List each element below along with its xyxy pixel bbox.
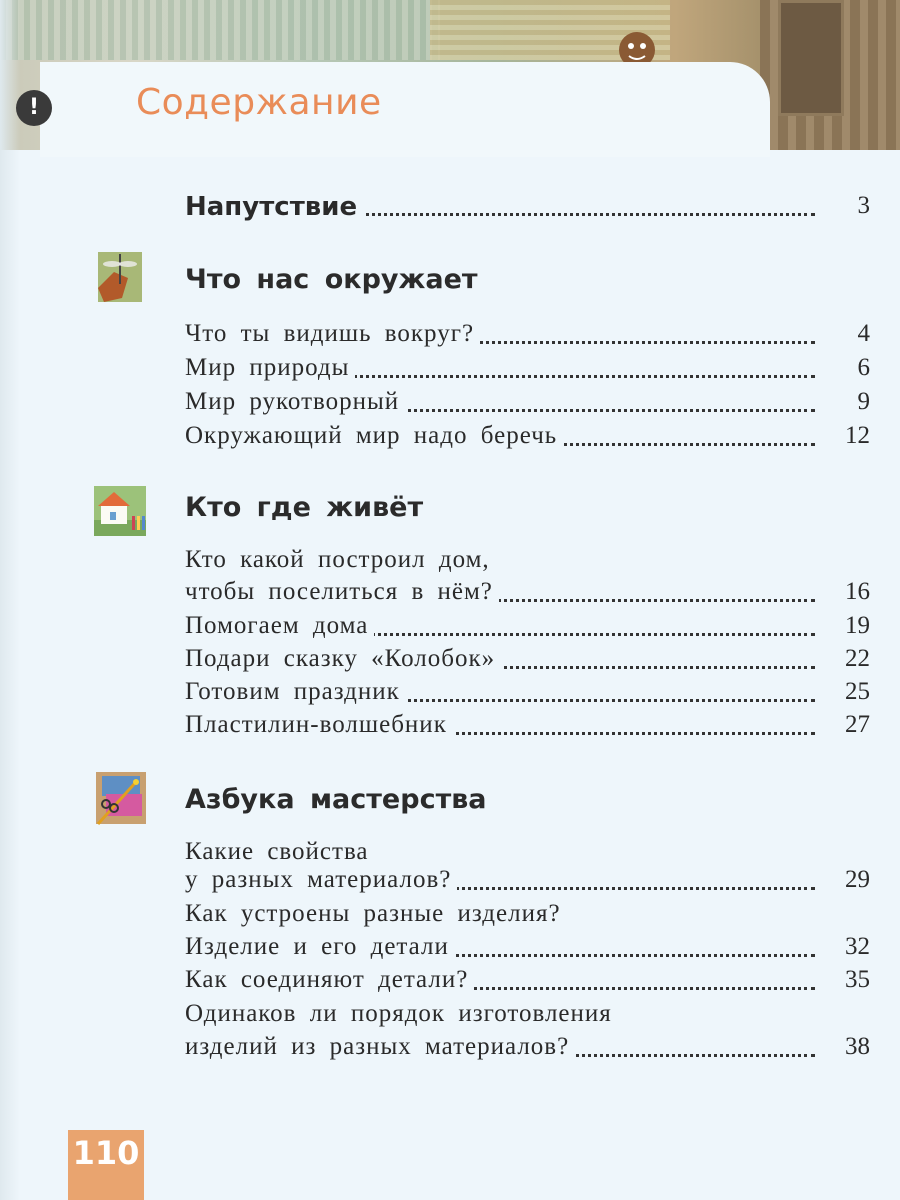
toc-entry[interactable] [185, 933, 870, 967]
toc-entry-label: Что ты видишь вокруг? [185, 320, 480, 348]
section-title: Что нас окружает [185, 264, 478, 295]
toc-entry-page: 32 [845, 933, 870, 960]
toc-entry-label: Как соединяют детали? [185, 966, 474, 994]
toc-entry[interactable] [185, 320, 870, 354]
toc-entry[interactable] [185, 1000, 870, 1034]
toc-entry-label: чтобы поселиться в нём? [185, 578, 499, 606]
toc-entry-page: 25 [845, 678, 870, 705]
toc-entry-label: Готовим праздник [185, 678, 406, 706]
toc-entry-label: Мир природы [185, 354, 355, 382]
toc-entry-page: 27 [845, 711, 870, 738]
toc-entry[interactable] [185, 966, 870, 1000]
toc-entry-label: Одинаков ли порядок изготовления [185, 1000, 612, 1027]
toc-entry-page: 9 [857, 388, 870, 415]
toc-entry[interactable] [185, 388, 870, 422]
toc-entry-page: 19 [845, 612, 870, 639]
dragonfly-leaf-icon [92, 248, 148, 304]
toc-entry-page: 29 [845, 866, 870, 893]
section-title: Кто где живёт [185, 492, 424, 523]
section-title: Азбука мастерства [185, 784, 487, 815]
toc-entry-label: Кто какой построил дом, [185, 546, 490, 573]
toc-entry-label: Мир рукотворный [185, 388, 405, 416]
toc-entry[interactable] [185, 711, 870, 745]
toc-entry-page: 16 [845, 578, 870, 605]
toc-entry-page: 38 [845, 1033, 870, 1060]
toc-entry-label: изделий из разных материалов? [185, 1033, 575, 1061]
toc-entry-page: 22 [845, 645, 870, 672]
toc-entry[interactable] [185, 422, 870, 456]
toc-entry-intro[interactable] [185, 192, 870, 226]
toc-entry-label: Подари сказку «Колобок» [185, 645, 501, 673]
toc-entry[interactable] [185, 866, 870, 900]
toc-entry[interactable] [185, 578, 870, 612]
toc-entry-page: 6 [857, 354, 870, 381]
house-icon [92, 482, 148, 538]
exclamation-icon: ! [16, 90, 52, 126]
toc-entry-label: Напутствие [185, 192, 363, 222]
toc-entry-label: Помогаем дома [185, 612, 374, 640]
toc-entry-label: у разных материалов? [185, 866, 457, 894]
toc-entry-label: Как устроены разные изделия? [185, 900, 561, 927]
toc-entry-page: 35 [845, 966, 870, 993]
toc-entry[interactable] [185, 645, 870, 679]
toc-entry[interactable] [185, 678, 870, 712]
craft-tools-icon [92, 770, 148, 826]
toc-entry[interactable] [185, 546, 870, 580]
toc-entry-label: Пластилин-волшебник [185, 711, 453, 739]
toc-entry[interactable] [185, 612, 870, 646]
toc-entry-label: Окружающий мир надо беречь [185, 422, 563, 450]
toc-entry-label: Изделие и его детали [185, 933, 455, 961]
toc-entry-page: 3 [857, 192, 870, 219]
toc-entry[interactable] [185, 354, 870, 388]
toc-entry[interactable] [185, 900, 870, 934]
toc-entry[interactable] [185, 1033, 870, 1067]
toc-entry-page: 12 [845, 422, 870, 449]
page-number-tab: 110 [68, 1130, 144, 1200]
toc-entry-page: 4 [857, 320, 870, 347]
toc-entry-label: Какие свойства [185, 838, 369, 865]
page-title: Содержание [136, 82, 382, 123]
